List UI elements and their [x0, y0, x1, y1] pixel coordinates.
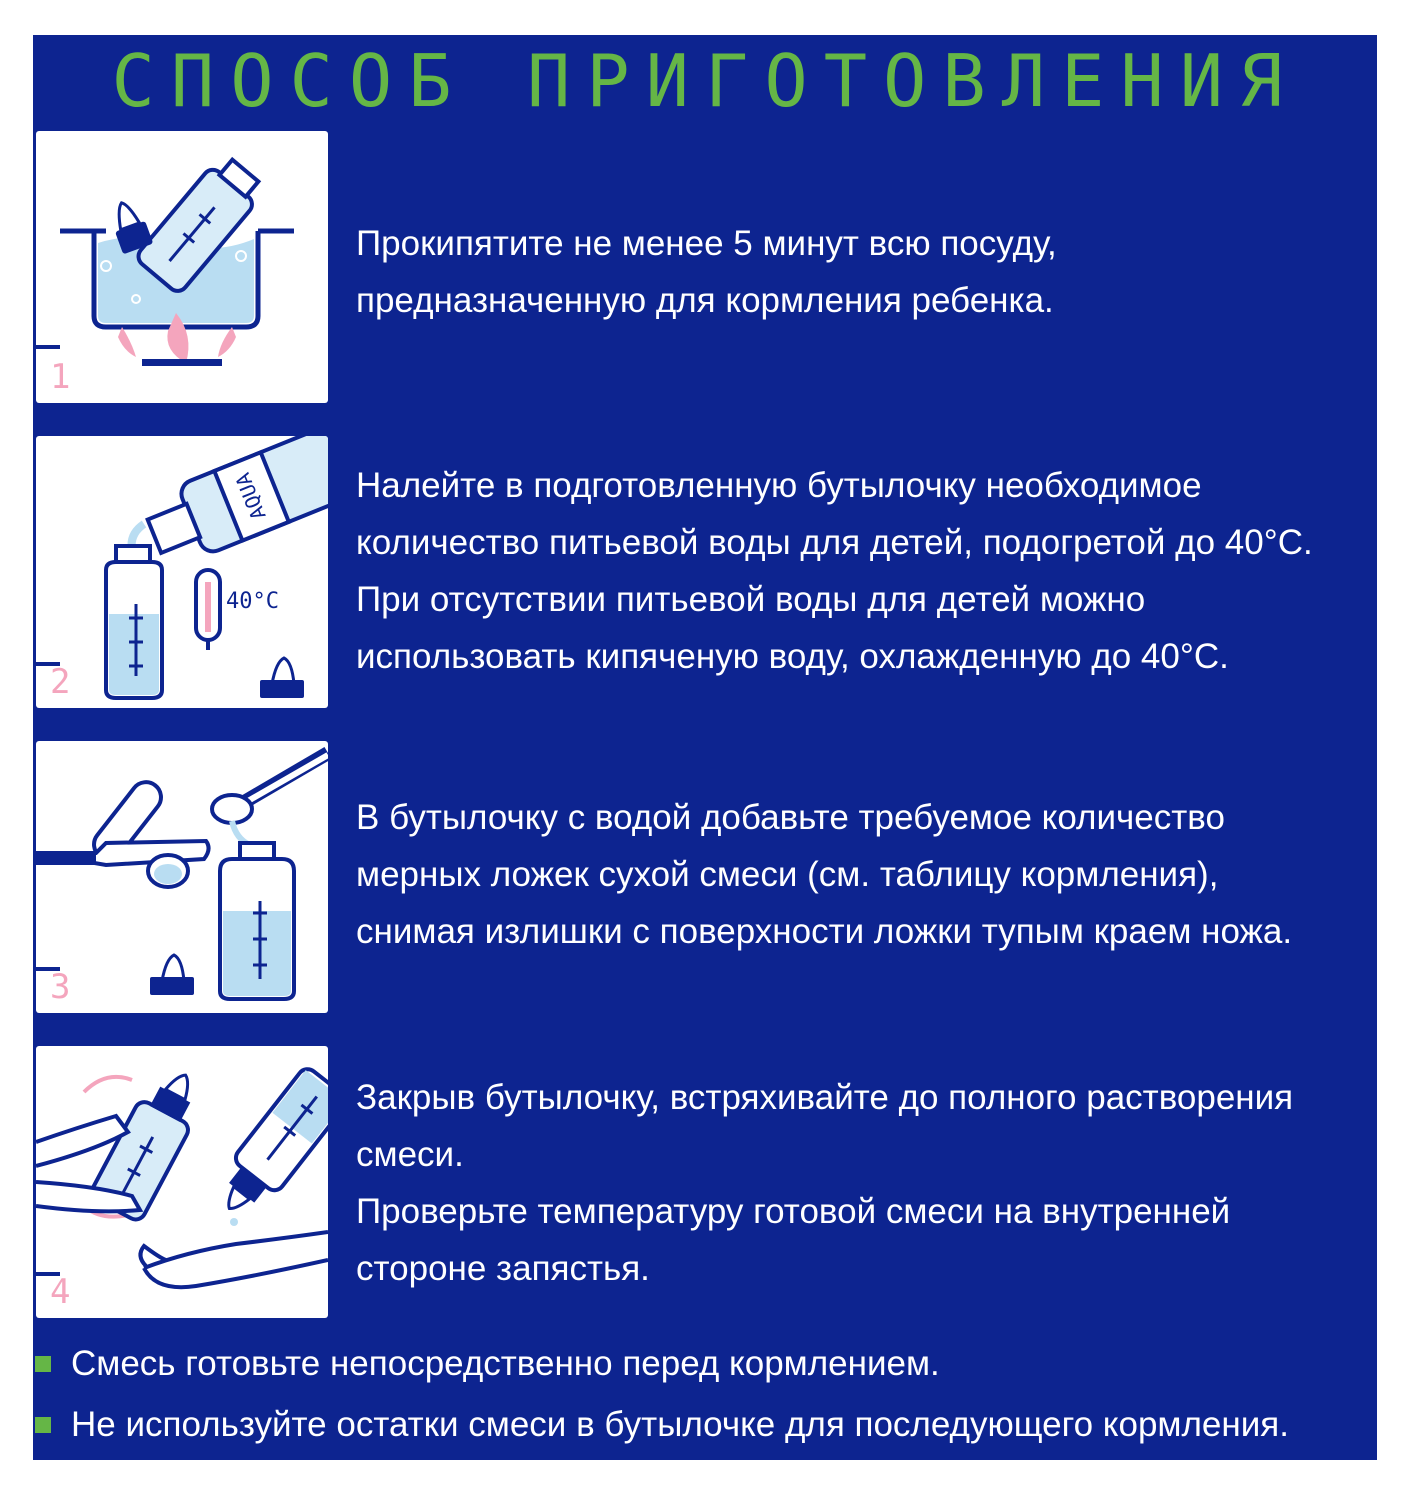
- bullet-square-icon: [35, 1356, 51, 1372]
- step-2-number: 2: [50, 662, 71, 702]
- step-2-text: Налейте в подготовленную бутылочку необходимое количество питьевой воды для детей, подогретой до 40°С. При отсутствии питьевой воды для детей можно использовать кипяченую воду, охлажденную до 40°С.: [356, 466, 1313, 676]
- step-3-card: [36, 741, 328, 1013]
- page-title: СПОСОБ ПРИГОТОВЛЕНИЯ: [111, 39, 1299, 123]
- svg-text:AQUA: AQUA: [230, 469, 271, 524]
- step-3-number: 3: [50, 967, 71, 1007]
- step-4-number: 4: [50, 1272, 71, 1312]
- measure-powder-illustration: [36, 741, 328, 1013]
- step-1-text: Прокипятите не менее 5 минут всю посуду, предназначенную для кормления ребенка.: [356, 224, 1057, 320]
- bullet-square-icon: [35, 1417, 51, 1433]
- step-4-card: [36, 1046, 328, 1318]
- step-3-text: В бутылочку с водой добавьте требуемое количество мерных ложек сухой смеси (см. таблицу кормления), снимая излишки с поверхности ложки тупым краем ножа.: [356, 798, 1293, 951]
- step-4-text: Закрыв бутылочку, встряхивайте до полного растворения смеси. Проверьте температуру готовой смеси на внутренней стороне запястья.: [356, 1078, 1294, 1288]
- pour-water-illustration: [36, 436, 328, 708]
- step-1-number: 1: [50, 357, 71, 397]
- shake-bottle-illustration: [36, 1046, 328, 1318]
- step-1-card: [36, 131, 328, 403]
- thermometer-label: 40°C: [226, 589, 279, 614]
- boiling-pot-illustration: [36, 131, 328, 403]
- step-2-card: [36, 436, 328, 708]
- instructions-panel: СПОСОБ ПРИГОТОВЛЕНИЯ 1 Прокипятите не менее 5 минут всю посуду, предназначенную для кормления ребенка. AQUA 40°C 2 Налейте в подготовленную бутылочку необходимое количество питьевой воды для детей, подогретой до 40°С. При отсутствии питьевой воды для детей можно использовать кипяченую воду, охлажденную до 40°С. 3 В бутылочку с водой добавьте требуемое количество мерных ложек сухой смеси (см. таблицу кормления), снимая излишки с поверхности ложки тупым краем ножа. 4 Закрыв бутылочку, встряхивайте до полного растворения смеси. Проверьте температуру готовой смеси на внутренней стороне запястья. Смесь готовьте непосредственно перед кормлением. Не используйте остатки смеси в бутылочке для последующего кормления.: [33, 35, 1377, 1460]
